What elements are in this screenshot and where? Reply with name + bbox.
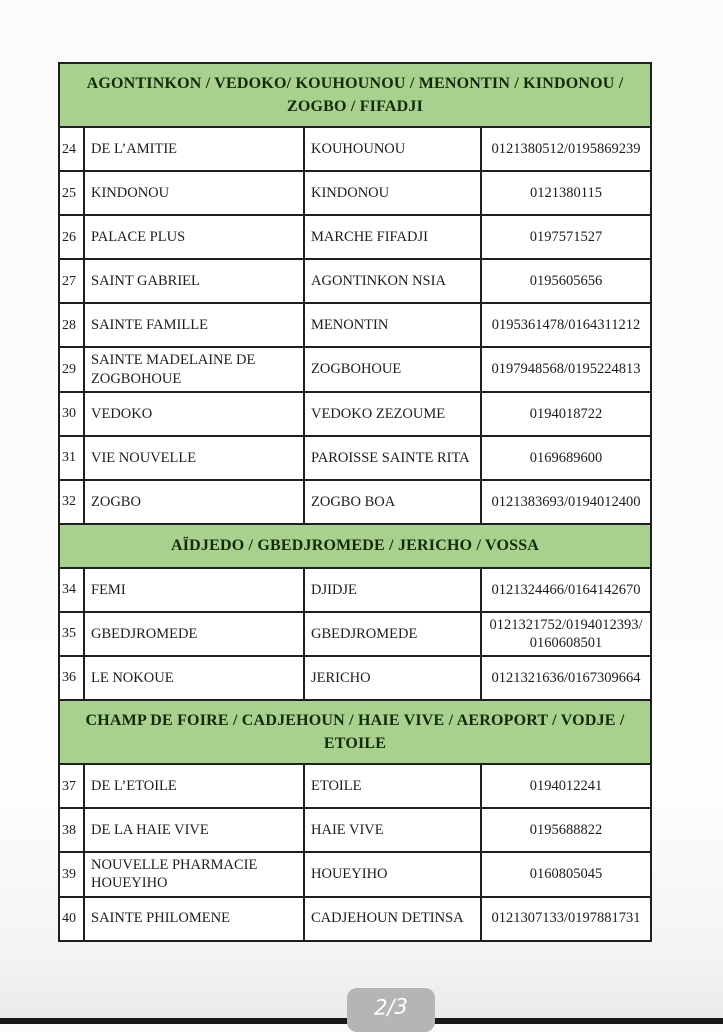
pharmacy-location: CADJEHOUN DETINSA xyxy=(304,897,481,941)
table-row xyxy=(59,171,651,215)
pharmacy-phones: 0121321636/0167309664 xyxy=(481,656,651,700)
table-row xyxy=(59,656,651,700)
pharmacy-location: HAIE VIVE xyxy=(304,808,481,852)
row-number: 39 xyxy=(59,852,84,896)
section-header-row xyxy=(59,700,651,764)
pharmacy-name: PALACE PLUS xyxy=(84,215,304,259)
row-number: 29 xyxy=(59,347,84,391)
pharmacy-location: PAROISSE SAINTE RITA xyxy=(304,436,481,480)
pharmacy-phones: 0195605656 xyxy=(481,259,651,303)
pharmacy-phones: 0197948568/0195224813 xyxy=(481,347,651,391)
pharmacy-phones: 0121383693/0194012400 xyxy=(481,480,651,524)
row-number: 26 xyxy=(59,215,84,259)
section-header-title: AGONTINKON / VEDOKO/ KOUHOUNOU / MENONTIN / KINDONOU / ZOGBO / FIFADJI xyxy=(59,63,651,127)
pharmacy-phones: 0169689600 xyxy=(481,436,651,480)
row-number: 36 xyxy=(59,656,84,700)
section-aidjedo xyxy=(59,524,651,700)
pharmacy-location: MENONTIN xyxy=(304,303,481,347)
pharmacy-phones: 0197571527 xyxy=(481,215,651,259)
page-indicator-badge xyxy=(347,988,435,1032)
pharmacy-name: GBEDJROMEDE xyxy=(84,612,304,656)
pharmacy-name: SAINTE PHILOMENE xyxy=(84,897,304,941)
pharmacy-location: KINDONOU xyxy=(304,171,481,215)
pharmacy-phones: 0121307133/0197881731 xyxy=(481,897,651,941)
pharmacy-location: MARCHE FIFADJI xyxy=(304,215,481,259)
table-row xyxy=(59,392,651,436)
table-row xyxy=(59,436,651,480)
row-number: 24 xyxy=(59,127,84,171)
pharmacy-phones: 0194012241 xyxy=(481,764,651,808)
table-row xyxy=(59,852,651,896)
pharmacy-name: LE NOKOUE xyxy=(84,656,304,700)
table-row xyxy=(59,808,651,852)
row-number: 31 xyxy=(59,436,84,480)
pharmacy-name: FEMI xyxy=(84,568,304,612)
pharmacy-name: SAINT GABRIEL xyxy=(84,259,304,303)
table-row xyxy=(59,764,651,808)
pharmacy-location: ZOGBO BOA xyxy=(304,480,481,524)
page-indicator-label: 2/3 xyxy=(373,994,409,1020)
pharmacy-location: HOUEYIHO xyxy=(304,852,481,896)
pharmacy-name: VIE NOUVELLE xyxy=(84,436,304,480)
row-number: 34 xyxy=(59,568,84,612)
pharmacy-location: DJIDJE xyxy=(304,568,481,612)
pharmacy-phones: 0121324466/0164142670 xyxy=(481,568,651,612)
table-row xyxy=(59,127,651,171)
pharmacy-name: DE L’ETOILE xyxy=(84,764,304,808)
pharmacy-phones: 0121321752/0194012393/0160608501 xyxy=(481,612,651,656)
pharmacy-location: VEDOKO ZEZOUME xyxy=(304,392,481,436)
row-number: 37 xyxy=(59,764,84,808)
pharmacy-schedule-table xyxy=(58,62,652,942)
pharmacy-name: DE L’AMITIE xyxy=(84,127,304,171)
pharmacy-location: ZOGBOHOUE xyxy=(304,347,481,391)
pharmacy-name: NOUVELLE PHARMACIE HOUEYIHO xyxy=(84,852,304,896)
pharmacy-name: VEDOKO xyxy=(84,392,304,436)
pharmacy-phones: 0195688822 xyxy=(481,808,651,852)
pharmacy-location: ETOILE xyxy=(304,764,481,808)
pharmacy-location: KOUHOUNOU xyxy=(304,127,481,171)
section-header-title: AÏDJEDO / GBEDJROMEDE / JERICHO / VOSSA xyxy=(59,524,651,568)
table-row xyxy=(59,303,651,347)
row-number: 32 xyxy=(59,480,84,524)
table-row xyxy=(59,897,651,941)
pharmacy-phones: 0160805045 xyxy=(481,852,651,896)
table-row xyxy=(59,347,651,391)
pharmacy-name: KINDONOU xyxy=(84,171,304,215)
pharmacy-phones: 0194018722 xyxy=(481,392,651,436)
row-number: 40 xyxy=(59,897,84,941)
table-row xyxy=(59,612,651,656)
pharmacy-location: AGONTINKON NSIA xyxy=(304,259,481,303)
pharmacy-location: JERICHO xyxy=(304,656,481,700)
pharmacy-name: DE LA HAIE VIVE xyxy=(84,808,304,852)
pharmacy-name: SAINTE MADELAINE DE ZOGBOHOUE xyxy=(84,347,304,391)
row-number: 30 xyxy=(59,392,84,436)
section-champ-de-foire xyxy=(59,700,651,941)
pharmacy-name: ZOGBO xyxy=(84,480,304,524)
row-number: 27 xyxy=(59,259,84,303)
row-number: 25 xyxy=(59,171,84,215)
section-header-row xyxy=(59,63,651,127)
section-agontinkon xyxy=(59,63,651,524)
pharmacy-phones: 0195361478/0164311212 xyxy=(481,303,651,347)
pharmacy-phones: 0121380512/0195869239 xyxy=(481,127,651,171)
pharmacy-phones: 0121380115 xyxy=(481,171,651,215)
section-header-title: CHAMP DE FOIRE / CADJEHOUN / HAIE VIVE / AEROPORT / VODJE / ETOILE xyxy=(59,700,651,764)
table-row xyxy=(59,480,651,524)
table-row xyxy=(59,568,651,612)
section-header-row xyxy=(59,524,651,568)
row-number: 38 xyxy=(59,808,84,852)
table-row xyxy=(59,259,651,303)
pharmacy-name: SAINTE FAMILLE xyxy=(84,303,304,347)
row-number: 28 xyxy=(59,303,84,347)
table-row xyxy=(59,215,651,259)
pharmacy-location: GBEDJROMEDE xyxy=(304,612,481,656)
row-number: 35 xyxy=(59,612,84,656)
